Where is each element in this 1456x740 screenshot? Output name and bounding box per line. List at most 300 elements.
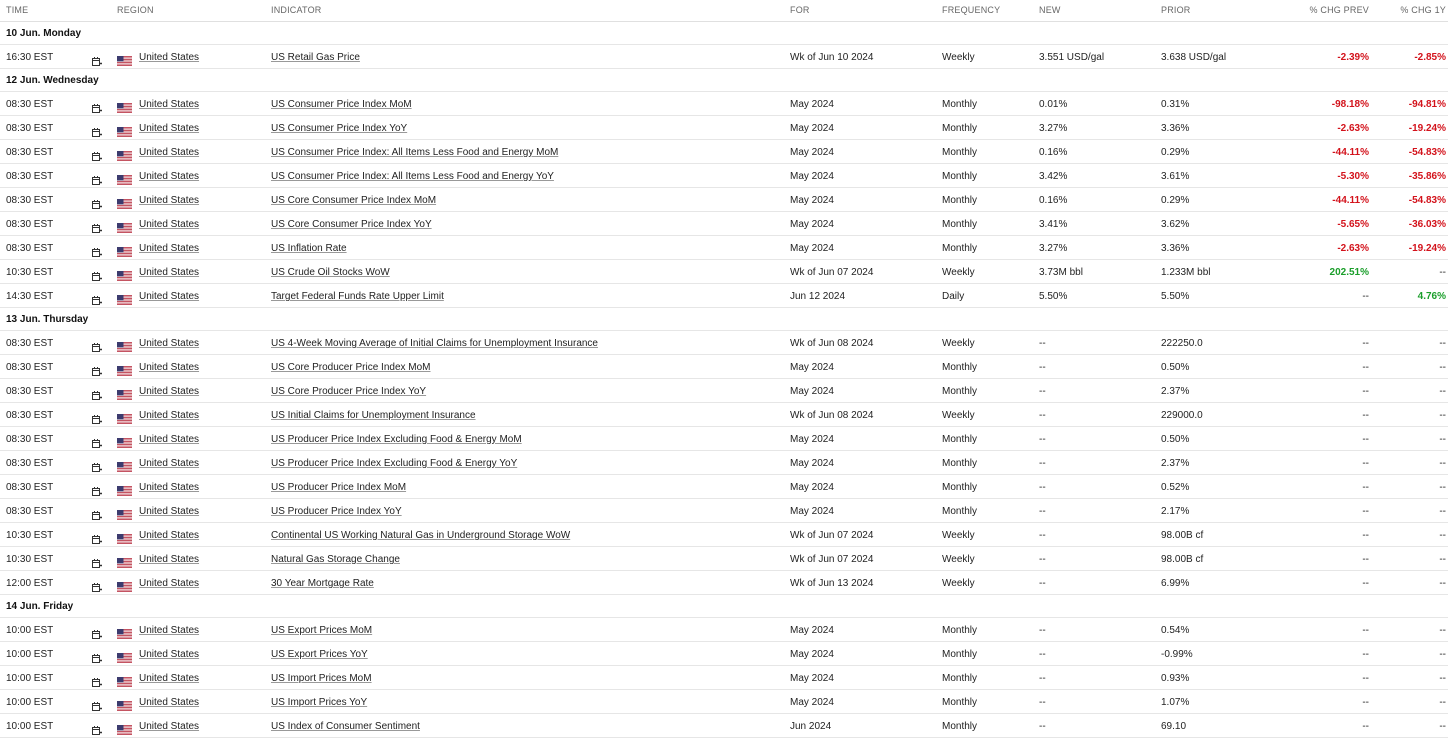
event-frequency: Monthly — [942, 147, 978, 158]
event-region[interactable]: United States — [139, 362, 200, 373]
event-period: Jun 12 2024 — [790, 291, 846, 302]
calendar-add-icon[interactable] — [92, 268, 102, 277]
table-row[interactable] — [0, 379, 1448, 403]
event-indicator[interactable]: US Initial Claims for Unemployment Insurance — [271, 410, 476, 421]
event-time: 10:00 EST — [6, 721, 54, 732]
event-frequency: Weekly — [942, 554, 975, 565]
table-header — [0, 0, 1448, 22]
event-region[interactable]: United States — [139, 530, 200, 541]
us-flag-icon — [117, 555, 132, 565]
table-row[interactable] — [0, 618, 1448, 642]
event-time: 10:30 EST — [6, 530, 54, 541]
us-flag-icon — [117, 387, 132, 397]
event-period: May 2024 — [790, 434, 834, 445]
table-row[interactable] — [0, 475, 1448, 499]
event-prior-value: -0.99% — [1161, 649, 1193, 660]
table-row[interactable] — [0, 116, 1448, 140]
event-chg-1y: -19.24% — [1408, 123, 1446, 134]
header-prior[interactable]: PRIOR — [1161, 5, 1191, 15]
header-for[interactable]: FOR — [790, 5, 810, 15]
event-chg-prev: -5.65% — [1337, 219, 1369, 230]
event-frequency: Monthly — [942, 506, 978, 517]
event-frequency: Monthly — [942, 171, 978, 182]
event-frequency: Weekly — [942, 578, 975, 589]
event-chg-prev: -- — [1362, 554, 1369, 565]
event-region[interactable]: United States — [139, 291, 200, 302]
event-new-value: 0.01% — [1039, 99, 1068, 110]
event-chg-prev: -- — [1362, 530, 1369, 541]
event-region[interactable]: United States — [139, 482, 200, 493]
table-row[interactable] — [0, 403, 1448, 427]
calendar-add-icon[interactable] — [92, 579, 102, 588]
event-region[interactable]: United States — [139, 338, 200, 349]
event-frequency: Monthly — [942, 482, 978, 493]
event-new-value: -- — [1039, 434, 1046, 445]
event-indicator[interactable]: Continental US Working Natural Gas in Underground Storage WoW — [271, 530, 571, 541]
event-prior-value: 222250.0 — [1161, 338, 1203, 349]
event-indicator[interactable]: US Inflation Rate — [271, 243, 347, 254]
us-flag-icon — [117, 172, 132, 182]
event-time: 08:30 EST — [6, 243, 54, 254]
calendar-add-icon[interactable] — [92, 387, 102, 396]
event-region[interactable]: United States — [139, 99, 200, 110]
event-indicator[interactable]: US 4-Week Moving Average of Initial Claims for Unemployment Insurance — [271, 338, 598, 349]
event-indicator[interactable]: US Import Prices YoY — [271, 697, 368, 708]
event-new-value: -- — [1039, 625, 1046, 636]
header-indicator[interactable]: INDICATOR — [271, 5, 322, 15]
day-group-header — [0, 22, 1448, 45]
event-period: May 2024 — [790, 171, 834, 182]
event-frequency: Weekly — [942, 52, 975, 63]
us-flag-icon — [117, 579, 132, 589]
table-row[interactable] — [0, 92, 1448, 116]
event-frequency: Monthly — [942, 99, 978, 110]
event-indicator[interactable]: Natural Gas Storage Change — [271, 554, 400, 565]
us-flag-icon — [117, 698, 132, 708]
calendar-add-icon[interactable] — [92, 626, 102, 635]
table-row[interactable] — [0, 499, 1448, 523]
event-chg-1y: -- — [1439, 673, 1446, 684]
event-frequency: Monthly — [942, 195, 978, 206]
event-indicator[interactable]: US Index of Consumer Sentiment — [271, 721, 420, 732]
event-period: Wk of Jun 07 2024 — [790, 530, 874, 541]
event-chg-1y: -54.83% — [1408, 195, 1446, 206]
event-chg-1y: -- — [1439, 721, 1446, 732]
event-region[interactable]: United States — [139, 673, 200, 684]
event-indicator[interactable]: US Producer Price Index MoM — [271, 482, 407, 493]
event-indicator[interactable]: US Consumer Price Index: All Items Less Food and Energy YoY — [271, 171, 554, 182]
event-prior-value: 0.29% — [1161, 195, 1190, 206]
event-frequency: Weekly — [942, 410, 975, 421]
event-period: May 2024 — [790, 458, 834, 469]
event-chg-1y: -- — [1439, 506, 1446, 517]
table-row[interactable] — [0, 690, 1448, 714]
event-chg-prev: -- — [1362, 291, 1369, 302]
event-region[interactable]: United States — [139, 458, 200, 469]
event-chg-prev: -- — [1362, 506, 1369, 517]
event-period: May 2024 — [790, 697, 834, 708]
table-row[interactable] — [0, 666, 1448, 690]
event-chg-1y: -19.24% — [1408, 243, 1446, 254]
event-chg-1y: -- — [1439, 338, 1446, 349]
event-time: 08:30 EST — [6, 171, 54, 182]
event-prior-value: 0.31% — [1161, 99, 1190, 110]
event-region[interactable]: United States — [139, 123, 200, 134]
us-flag-icon — [117, 100, 132, 110]
event-prior-value: 0.50% — [1161, 362, 1190, 373]
header-region[interactable]: REGION — [117, 5, 154, 15]
event-indicator[interactable]: US Consumer Price Index: All Items Less Food and Energy MoM — [271, 147, 559, 158]
event-frequency: Daily — [942, 291, 965, 302]
event-chg-prev: -- — [1362, 697, 1369, 708]
event-region[interactable]: United States — [139, 410, 200, 421]
calendar-add-icon[interactable] — [92, 100, 102, 109]
event-chg-prev: -2.39% — [1337, 52, 1369, 63]
event-period: May 2024 — [790, 625, 834, 636]
event-prior-value: 3.62% — [1161, 219, 1190, 230]
calendar-add-icon[interactable] — [92, 148, 102, 157]
event-frequency: Monthly — [942, 649, 978, 660]
event-time: 14:30 EST — [6, 291, 54, 302]
event-period: May 2024 — [790, 219, 834, 230]
us-flag-icon — [117, 292, 132, 302]
event-chg-prev: -- — [1362, 673, 1369, 684]
event-frequency: Weekly — [942, 267, 975, 278]
calendar-add-icon[interactable] — [92, 459, 102, 468]
event-period: Wk of Jun 08 2024 — [790, 410, 874, 421]
day-group-header — [0, 69, 1448, 92]
header-chg-prev[interactable]: % CHG PREV — [1309, 5, 1369, 15]
event-chg-1y: -35.86% — [1408, 171, 1446, 182]
event-frequency: Monthly — [942, 362, 978, 373]
event-chg-1y: -2.85% — [1414, 52, 1446, 63]
event-region[interactable]: United States — [139, 625, 200, 636]
event-prior-value: 2.37% — [1161, 386, 1190, 397]
us-flag-icon — [117, 339, 132, 349]
event-time: 12:00 EST — [6, 578, 54, 589]
event-prior-value: 0.54% — [1161, 625, 1190, 636]
event-prior-value: 0.52% — [1161, 482, 1190, 493]
event-chg-1y: -- — [1439, 386, 1446, 397]
calendar-add-icon[interactable] — [92, 292, 102, 301]
event-time: 10:30 EST — [6, 267, 54, 278]
table-row[interactable] — [0, 164, 1448, 188]
event-chg-prev: -- — [1362, 649, 1369, 660]
table-row[interactable] — [0, 284, 1448, 308]
event-indicator[interactable]: US Core Producer Price Index YoY — [271, 386, 427, 397]
event-region[interactable]: United States — [139, 554, 200, 565]
event-chg-prev: -- — [1362, 386, 1369, 397]
day-label: 10 Jun. Monday — [6, 28, 82, 39]
calendar-add-icon[interactable] — [92, 220, 102, 229]
us-flag-icon — [117, 124, 132, 134]
event-new-value: -- — [1039, 697, 1046, 708]
us-flag-icon — [117, 268, 132, 278]
event-new-value: 0.16% — [1039, 147, 1068, 158]
event-region[interactable]: United States — [139, 52, 200, 63]
day-label: 13 Jun. Thursday — [6, 314, 89, 325]
calendar-add-icon[interactable] — [92, 507, 102, 516]
event-prior-value: 0.93% — [1161, 673, 1190, 684]
event-chg-1y: -94.81% — [1408, 99, 1446, 110]
calendar-add-icon[interactable] — [92, 483, 102, 492]
event-new-value: -- — [1039, 530, 1046, 541]
event-prior-value: 3.36% — [1161, 123, 1190, 134]
event-period: May 2024 — [790, 386, 834, 397]
event-region[interactable]: United States — [139, 506, 200, 517]
event-new-value: -- — [1039, 578, 1046, 589]
event-chg-prev: -- — [1362, 625, 1369, 636]
calendar-add-icon[interactable] — [92, 196, 102, 205]
event-period: May 2024 — [790, 147, 834, 158]
event-time: 10:00 EST — [6, 625, 54, 636]
event-frequency: Weekly — [942, 338, 975, 349]
event-region[interactable]: United States — [139, 171, 200, 182]
event-time: 08:30 EST — [6, 482, 54, 493]
event-time: 08:30 EST — [6, 123, 54, 134]
event-region[interactable]: United States — [139, 267, 200, 278]
us-flag-icon — [117, 196, 132, 206]
event-region[interactable]: United States — [139, 195, 200, 206]
calendar-add-icon[interactable] — [92, 435, 102, 444]
event-prior-value: 0.29% — [1161, 147, 1190, 158]
event-frequency: Monthly — [942, 386, 978, 397]
calendar-add-icon[interactable] — [92, 674, 102, 683]
us-flag-icon — [117, 674, 132, 684]
event-period: Wk of Jun 07 2024 — [790, 554, 874, 565]
calendar-add-icon[interactable] — [92, 244, 102, 253]
event-chg-1y: -- — [1439, 267, 1446, 278]
us-flag-icon — [117, 722, 132, 732]
table-row[interactable] — [0, 714, 1448, 738]
event-indicator[interactable]: US Producer Price Index Excluding Food & Energy MoM — [271, 434, 522, 445]
event-chg-prev: -98.18% — [1331, 99, 1369, 110]
event-prior-value: 98.00B cf — [1161, 554, 1204, 565]
event-prior-value: 229000.0 — [1161, 410, 1203, 421]
event-frequency: Monthly — [942, 458, 978, 469]
event-prior-value: 1.07% — [1161, 697, 1190, 708]
event-prior-value: 2.37% — [1161, 458, 1190, 469]
calendar-add-icon[interactable] — [92, 124, 102, 133]
calendar-add-icon[interactable] — [92, 650, 102, 659]
event-frequency: Monthly — [942, 243, 978, 254]
event-time: 08:30 EST — [6, 434, 54, 445]
header-chg-1y[interactable]: % CHG 1Y — [1400, 5, 1446, 15]
event-frequency: Monthly — [942, 434, 978, 445]
header-frequency[interactable]: FREQUENCY — [942, 5, 1001, 15]
event-chg-prev: -- — [1362, 362, 1369, 373]
table-row[interactable] — [0, 331, 1448, 355]
event-chg-1y: 4.76% — [1417, 291, 1446, 302]
event-region[interactable]: United States — [139, 697, 200, 708]
event-time: 08:30 EST — [6, 506, 54, 517]
event-region[interactable]: United States — [139, 219, 200, 230]
event-time: 10:00 EST — [6, 673, 54, 684]
event-indicator[interactable]: US Crude Oil Stocks WoW — [271, 267, 390, 278]
event-prior-value: 3.61% — [1161, 171, 1190, 182]
event-chg-1y: -- — [1439, 410, 1446, 421]
calendar-add-icon[interactable] — [92, 363, 102, 372]
event-prior-value: 3.638 USD/gal — [1161, 52, 1227, 63]
event-new-value: -- — [1039, 554, 1046, 565]
event-indicator[interactable]: US Producer Price Index Excluding Food & Energy YoY — [271, 458, 518, 469]
event-chg-1y: -- — [1439, 625, 1446, 636]
event-prior-value: 2.17% — [1161, 506, 1190, 517]
event-chg-1y: -36.03% — [1408, 219, 1446, 230]
event-indicator[interactable]: US Export Prices YoY — [271, 649, 368, 660]
event-region[interactable]: United States — [139, 721, 200, 732]
table-row[interactable] — [0, 523, 1448, 547]
event-time: 16:30 EST — [6, 52, 54, 63]
calendar-add-icon[interactable] — [92, 339, 102, 348]
event-prior-value: 1.233M bbl — [1161, 267, 1211, 278]
event-new-value: 0.16% — [1039, 195, 1068, 206]
event-time: 08:30 EST — [6, 195, 54, 206]
event-new-value: -- — [1039, 482, 1046, 493]
us-flag-icon — [117, 650, 132, 660]
event-period: Wk of Jun 10 2024 — [790, 52, 874, 63]
event-chg-prev: -- — [1362, 410, 1369, 421]
day-group-header — [0, 595, 1448, 618]
event-period: Jun 2024 — [790, 721, 832, 732]
event-new-value: -- — [1039, 410, 1046, 421]
event-prior-value: 69.10 — [1161, 721, 1187, 732]
table-row[interactable] — [0, 188, 1448, 212]
event-period: May 2024 — [790, 649, 834, 660]
event-prior-value: 3.36% — [1161, 243, 1190, 254]
event-time: 08:30 EST — [6, 99, 54, 110]
table-row[interactable] — [0, 427, 1448, 451]
event-period: May 2024 — [790, 243, 834, 254]
event-new-value: 3.27% — [1039, 243, 1068, 254]
us-flag-icon — [117, 363, 132, 373]
calendar-add-icon[interactable] — [92, 411, 102, 420]
event-new-value: 5.50% — [1039, 291, 1068, 302]
event-period: Wk of Jun 08 2024 — [790, 338, 874, 349]
event-indicator[interactable]: Target Federal Funds Rate Upper Limit — [271, 291, 444, 302]
event-time: 08:30 EST — [6, 147, 54, 158]
calendar-add-icon[interactable] — [92, 698, 102, 707]
event-new-value: 3.27% — [1039, 123, 1068, 134]
event-new-value: 3.551 USD/gal — [1039, 52, 1105, 63]
event-region[interactable]: United States — [139, 434, 200, 445]
event-new-value: -- — [1039, 458, 1046, 469]
table-row[interactable] — [0, 236, 1448, 260]
event-frequency: Weekly — [942, 530, 975, 541]
event-period: Wk of Jun 13 2024 — [790, 578, 874, 589]
us-flag-icon — [117, 531, 132, 541]
us-flag-icon — [117, 435, 132, 445]
event-time: 10:00 EST — [6, 649, 54, 660]
table-row[interactable] — [0, 212, 1448, 236]
event-chg-1y: -- — [1439, 362, 1446, 373]
event-chg-1y: -54.83% — [1408, 147, 1446, 158]
day-label: 14 Jun. Friday — [6, 601, 74, 612]
event-frequency: Monthly — [942, 123, 978, 134]
calendar-add-icon[interactable] — [92, 555, 102, 564]
us-flag-icon — [117, 53, 132, 63]
event-indicator[interactable]: US Core Producer Price Index MoM — [271, 362, 431, 373]
event-indicator[interactable]: US Retail Gas Price — [271, 52, 360, 63]
table-row[interactable] — [0, 140, 1448, 164]
table-row[interactable] — [0, 571, 1448, 595]
header-new[interactable]: NEW — [1039, 5, 1061, 15]
event-new-value: 3.42% — [1039, 171, 1068, 182]
event-indicator[interactable]: US Consumer Price Index MoM — [271, 99, 412, 110]
event-chg-prev: -- — [1362, 434, 1369, 445]
event-region[interactable]: United States — [139, 649, 200, 660]
event-period: May 2024 — [790, 673, 834, 684]
table-row[interactable] — [0, 451, 1448, 475]
event-chg-prev: -2.63% — [1337, 243, 1369, 254]
event-indicator[interactable]: US Import Prices MoM — [271, 673, 372, 684]
event-indicator[interactable]: US Core Consumer Price Index YoY — [271, 219, 432, 230]
event-new-value: -- — [1039, 673, 1046, 684]
event-indicator[interactable]: US Consumer Price Index YoY — [271, 123, 408, 134]
event-prior-value: 0.50% — [1161, 434, 1190, 445]
calendar-add-icon[interactable] — [92, 172, 102, 181]
event-new-value: -- — [1039, 721, 1046, 732]
event-time: 08:30 EST — [6, 338, 54, 349]
event-new-value: -- — [1039, 649, 1046, 660]
us-flag-icon — [117, 459, 132, 469]
event-time: 08:30 EST — [6, 410, 54, 421]
event-chg-1y: -- — [1439, 649, 1446, 660]
us-flag-icon — [117, 626, 132, 636]
event-new-value: -- — [1039, 386, 1046, 397]
event-region[interactable]: United States — [139, 578, 200, 589]
table-row[interactable] — [0, 642, 1448, 666]
calendar-add-icon[interactable] — [92, 722, 102, 731]
event-region[interactable]: United States — [139, 147, 200, 158]
event-indicator[interactable]: 30 Year Mortgage Rate — [271, 578, 374, 589]
event-prior-value: 98.00B cf — [1161, 530, 1204, 541]
calendar-add-icon[interactable] — [92, 531, 102, 540]
event-chg-1y: -- — [1439, 697, 1446, 708]
table-row[interactable] — [0, 45, 1448, 69]
event-new-value: -- — [1039, 506, 1046, 517]
us-flag-icon — [117, 483, 132, 493]
event-period: May 2024 — [790, 482, 834, 493]
event-chg-prev: -5.30% — [1337, 171, 1369, 182]
event-period: May 2024 — [790, 123, 834, 134]
event-region[interactable]: United States — [139, 243, 200, 254]
event-indicator[interactable]: US Core Consumer Price Index MoM — [271, 195, 437, 206]
event-period: May 2024 — [790, 506, 834, 517]
us-flag-icon — [117, 411, 132, 421]
event-indicator[interactable]: US Export Prices MoM — [271, 625, 373, 636]
event-chg-prev: -- — [1362, 338, 1369, 349]
event-indicator[interactable]: US Producer Price Index YoY — [271, 506, 402, 517]
event-frequency: Monthly — [942, 625, 978, 636]
event-prior-value: 5.50% — [1161, 291, 1190, 302]
day-group-header — [0, 308, 1448, 331]
event-chg-1y: -- — [1439, 554, 1446, 565]
table-row[interactable] — [0, 260, 1448, 284]
us-flag-icon — [117, 220, 132, 230]
table-row[interactable] — [0, 355, 1448, 379]
event-chg-1y: -- — [1439, 530, 1446, 541]
event-period: Wk of Jun 07 2024 — [790, 267, 874, 278]
event-time: 08:30 EST — [6, 386, 54, 397]
event-period: May 2024 — [790, 195, 834, 206]
table-row[interactable] — [0, 547, 1448, 571]
event-chg-1y: -- — [1439, 482, 1446, 493]
event-new-value: -- — [1039, 362, 1046, 373]
event-region[interactable]: United States — [139, 386, 200, 397]
header-time[interactable]: TIME — [6, 5, 29, 15]
calendar-add-icon[interactable] — [92, 53, 102, 62]
